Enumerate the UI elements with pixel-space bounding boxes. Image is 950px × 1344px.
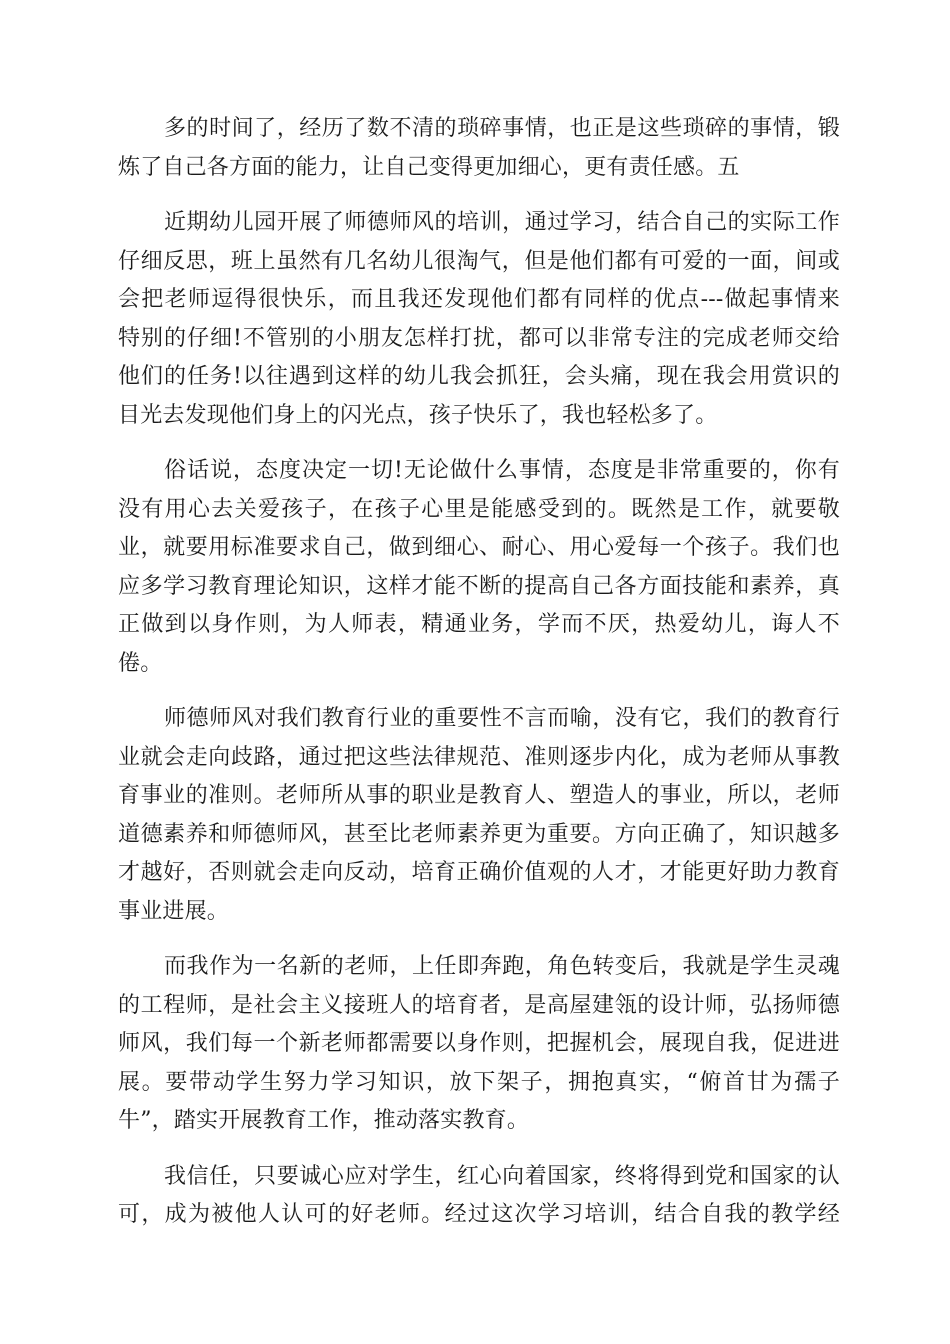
text-line: 没有用心去关爱孩子，在孩子心里是能感受到的。既然是工作，就要敬	[118, 496, 840, 522]
text-line: 牛”，踏实开展教育工作，推动落实教育。	[118, 1108, 530, 1133]
text-line: 而我作为一名新的老师，上任即奔跑，角色转变后，我就是学生灵魂	[164, 954, 840, 979]
text-line: 师德师风对我们教育行业的重要性不言而喻，没有它，我们的教育行	[164, 706, 840, 731]
text-line: 目光去发现他们身上的闪光点，孩子快乐了，我也轻松多了。	[118, 402, 718, 428]
text-line: 业，就要用标准要求自己，做到细心、耐心、用心爱每一个孩子。我们也	[118, 535, 840, 560]
text-line: 会把老师逗得很快乐，而且我还发现他们都有同样的优点---做起事情来	[118, 287, 840, 312]
text-line: 的工程师，是社会主义接班人的培育者，是高屋建瓴的设计师，弘扬师德	[118, 992, 840, 1018]
text-line: 育事业的准则。老师所从事的职业是教育人、塑造人的事业，所以，老师	[118, 783, 840, 808]
paragraph-1	[118, 110, 840, 187]
text-line: 他们的任务!以往遇到这样的幼儿我会抓狂，会头痛，现在我会用赏识的	[118, 364, 840, 389]
text-line: 炼了自己各方面的能力，让自己变得更加细心，更有责任感。五	[118, 154, 740, 180]
paragraph-5	[118, 948, 840, 1141]
text-line: 近期幼儿园开展了师德师风的培训，通过学习，结合自己的实际工作	[164, 210, 840, 235]
text-line: 业就会走向歧路，通过把这些法律规范、准则逐步内化，成为老师从事教	[118, 744, 840, 770]
text-line: 俗话说，态度决定一切!无论做什么事情，态度是非常重要的，你有	[164, 458, 840, 483]
text-line: 才越好，否则就会走向反动，培育正确价值观的人才，才能更好助力教育	[118, 860, 840, 885]
text-line: 可，成为被他人认可的好老师。经过这次学习培训，结合自我的教学经	[118, 1202, 840, 1227]
text-line: 仔细反思，班上虽然有几名幼儿很淘气，但是他们都有可爱的一面，间或	[118, 248, 840, 274]
text-line: 特别的仔细!不管别的小朋友怎样打扰，都可以非常专注的完成老师交给	[118, 325, 840, 351]
paragraph-3	[118, 452, 840, 683]
paragraph-4	[118, 700, 840, 931]
text-line: 我信任，只要诚心应对学生，红心向着国家，终将得到党和国家的认	[164, 1163, 840, 1189]
text-line: 道德素养和师德师风，甚至比老师素养更为重要。方向正确了，知识越多	[118, 821, 840, 847]
text-line: 倦。	[118, 650, 163, 676]
text-line: 正做到以身作则，为人师表，精通业务，学而不厌，热爱幼儿，诲人不	[118, 612, 840, 637]
document-page	[118, 110, 840, 1252]
text-line: 展。要带动学生努力学习知识，放下架子，拥抱真实，“俯首甘为孺子	[118, 1069, 840, 1095]
text-line: 多的时间了，经历了数不清的琐碎事情，也正是这些琐碎的事情，锻	[164, 116, 840, 141]
paragraph-2	[118, 204, 840, 435]
text-line: 应多学习教育理论知识，这样才能不断的提高自己各方面技能和素养，真	[118, 573, 840, 599]
text-line: 事业进展。	[118, 898, 230, 924]
paragraph-6	[118, 1158, 840, 1235]
text-line: 师风，我们每一个新老师都需要以身作则，把握机会，展现自我，促进进	[118, 1031, 840, 1056]
